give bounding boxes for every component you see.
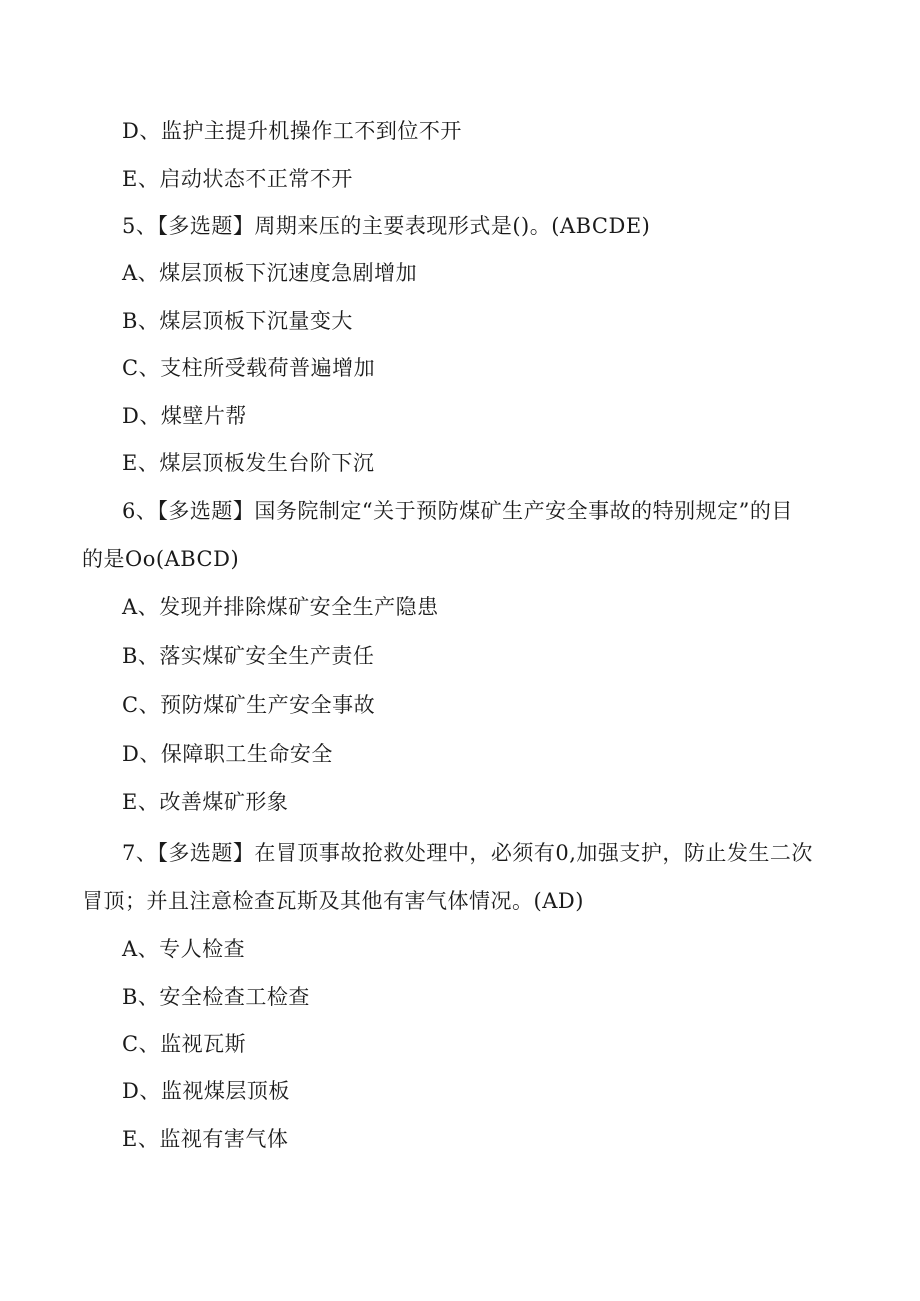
q6-option-a: A、发现并排除煤矿安全生产隐患 (122, 595, 439, 619)
q4-option-d: D、监护主提升机操作工不到位不开 (122, 119, 462, 143)
q7-option-a: A、专人检查 (122, 937, 246, 961)
q5-option-d: D、煤壁片帮 (122, 404, 247, 428)
q5-option-c: C、支柱所受载荷普遍增加 (122, 356, 376, 380)
q6-question: 6、【多选题】国务院制定“关于预防煤矿生产安全事故的特别规定”的目 (122, 499, 793, 523)
q5-option-e: E、煤层顶板发生台阶下沉 (122, 451, 375, 475)
q4-option-e: E、启动状态不正常不开 (122, 167, 353, 191)
q6-option-d: D、保障职工生命安全 (122, 742, 333, 766)
q6-option-b: B、落实煤矿安全生产责任 (122, 644, 375, 668)
q7-option-e: E、监视有害气体 (122, 1127, 289, 1151)
q7-option-d: D、监视煤层顶板 (122, 1079, 290, 1103)
q5-option-a: A、煤层顶板下沉速度急剧增加 (122, 261, 418, 285)
q7-option-b: B、安全检查工检查 (122, 985, 310, 1009)
q7-question-cont: 冒顶；并且注意检查瓦斯及其他有害气体情况。(AD) (82, 889, 584, 913)
q7-option-c: C、监视瓦斯 (122, 1032, 247, 1056)
q7-question: 7、【多选题】在冒顶事故抢救处理中，必须有0,加强支护，防止发生二次 (122, 841, 813, 865)
q5-question: 5、【多选题】周期来压的主要表现形式是()。(ABCDE) (122, 214, 651, 238)
q5-option-b: B、煤层顶板下沉量变大 (122, 309, 353, 333)
q6-option-c: C、预防煤矿生产安全事故 (122, 693, 376, 717)
q6-option-e: E、改善煤矿形象 (122, 790, 289, 814)
q6-question-cont: 的是Oo(ABCD) (82, 547, 240, 571)
